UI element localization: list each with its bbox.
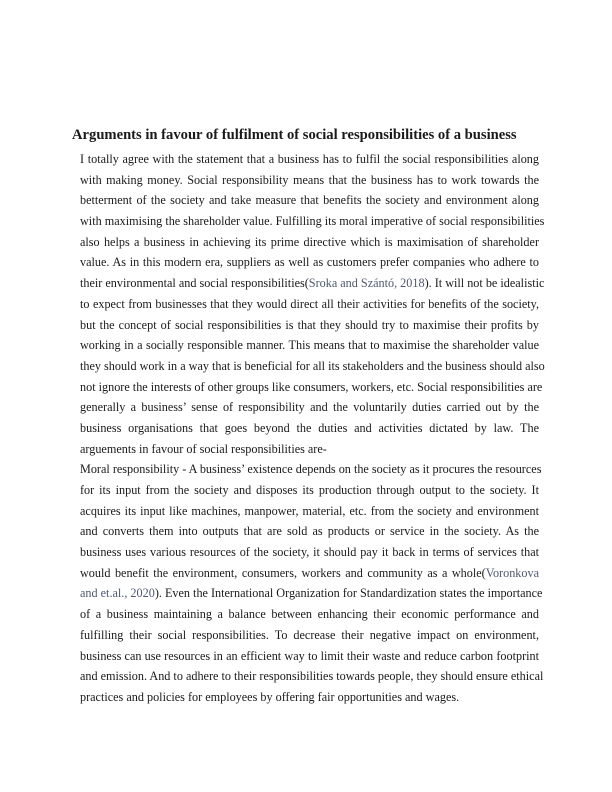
text-line <box>80 294 539 315</box>
text-line <box>80 273 545 294</box>
text-line <box>80 501 539 522</box>
text-line <box>80 211 545 232</box>
text-line <box>80 418 539 439</box>
text-line <box>80 397 539 418</box>
line-text: and converts them into outputs that are sold as products or service in the society. As the <box>80 524 539 539</box>
citation: and et.al., 2020 <box>80 586 155 601</box>
line-text: would benefit the environment, consumers, workers and community as a whole( <box>80 565 486 580</box>
text-line <box>80 335 539 356</box>
text-line <box>80 604 539 625</box>
text-line <box>80 666 544 687</box>
paragraph <box>80 459 544 707</box>
text-line <box>80 232 539 253</box>
line-text: with making money. Social responsibility means that the business has to work towards the <box>80 172 539 187</box>
citation: Voronkova <box>485 565 539 580</box>
text-line <box>80 480 539 501</box>
line-text: their environmental and social responsibilities( <box>80 276 309 291</box>
text-line <box>80 356 545 377</box>
line-text: Moral responsibility - A business’ existence depends on the society as it procures the resources <box>80 462 542 477</box>
line-text: betterment of the society and take measure that benefits the society and environment along <box>80 193 539 208</box>
line-text: for its input from the society and disposes its production through output to the society. It <box>80 483 539 497</box>
line-text: also helps a business in achieving its prime directive which is maximisation of shareholder <box>80 234 539 249</box>
paragraph <box>80 149 545 459</box>
line-text: working in a socially responsible manner. This means that to maximise the shareholder value <box>80 338 539 353</box>
line-text: and emission. And to adhere to their responsibilities towards people, they should ensure ethical <box>80 669 544 684</box>
section-heading: Arguments in favour of fulfilment of social responsibilities of a business <box>72 127 517 143</box>
text-line <box>80 377 543 398</box>
text-line <box>80 170 539 191</box>
line-text: business uses various resources of the society, it should pay it back in terms of services that <box>80 545 539 560</box>
text-line <box>80 315 539 336</box>
line-text: with maximising the shareholder value. Fulfilling its moral imperative of social responsibilities <box>80 214 545 229</box>
line-text: fulfilling their social responsibilities. To decrease their negative impact on environment, <box>80 627 539 642</box>
line-text: acquires its input like machines, manpower, material, etc. from the society and environment <box>80 503 539 518</box>
text-line <box>80 625 539 646</box>
text-line <box>80 646 539 667</box>
text-line <box>80 687 539 708</box>
text-line <box>80 521 539 542</box>
line-text: ). It will not be idealistic <box>424 276 545 291</box>
line-text: business can use resources in an efficient way to limit their waste and reduce carbon footprint <box>80 648 539 663</box>
line-text: arguements in favour of social responsibilities are- <box>80 441 327 456</box>
text-line <box>80 583 543 604</box>
line-text: value. As in this modern era, suppliers as well as customers prefer companies who adhere to <box>80 255 539 270</box>
text-line <box>80 542 539 563</box>
text-line <box>80 563 539 584</box>
line-text: practices and policies for employees by offering fair opportunities and wages. <box>80 689 460 704</box>
line-text: ). Even the International Organization for Standardization states the importance <box>154 586 543 601</box>
line-text: business organisations that goes beyond the duties and activities dictated by law. The <box>80 420 539 435</box>
line-text: to expect from businesses that they would direct all their activities for benefits of the society, <box>80 296 539 311</box>
line-text: not ignore the interests of other groups like consumers, workers, etc. Social responsibilities are <box>80 379 543 394</box>
line-text: but the concept of social responsibilities is that they should try to maximise their profits by <box>80 317 539 332</box>
text-line <box>80 252 539 273</box>
line-text: they should work in a way that is beneficial for all its stakeholders and the business should also <box>80 358 545 373</box>
text-line <box>80 190 539 211</box>
document-body <box>80 149 545 708</box>
line-text: generally a business’ sense of responsibility and the voluntarily duties carried out by the <box>80 400 539 415</box>
citation: Sroka and Szántó, 2018 <box>308 276 425 291</box>
line-text: of a business maintaining a balance between enhancing their economic performance and <box>80 607 539 622</box>
text-line <box>80 149 539 170</box>
text-line <box>80 439 539 460</box>
text-line <box>80 459 542 480</box>
line-text: I totally agree with the statement that a business has to fulfil the social responsibilities along <box>80 152 539 166</box>
